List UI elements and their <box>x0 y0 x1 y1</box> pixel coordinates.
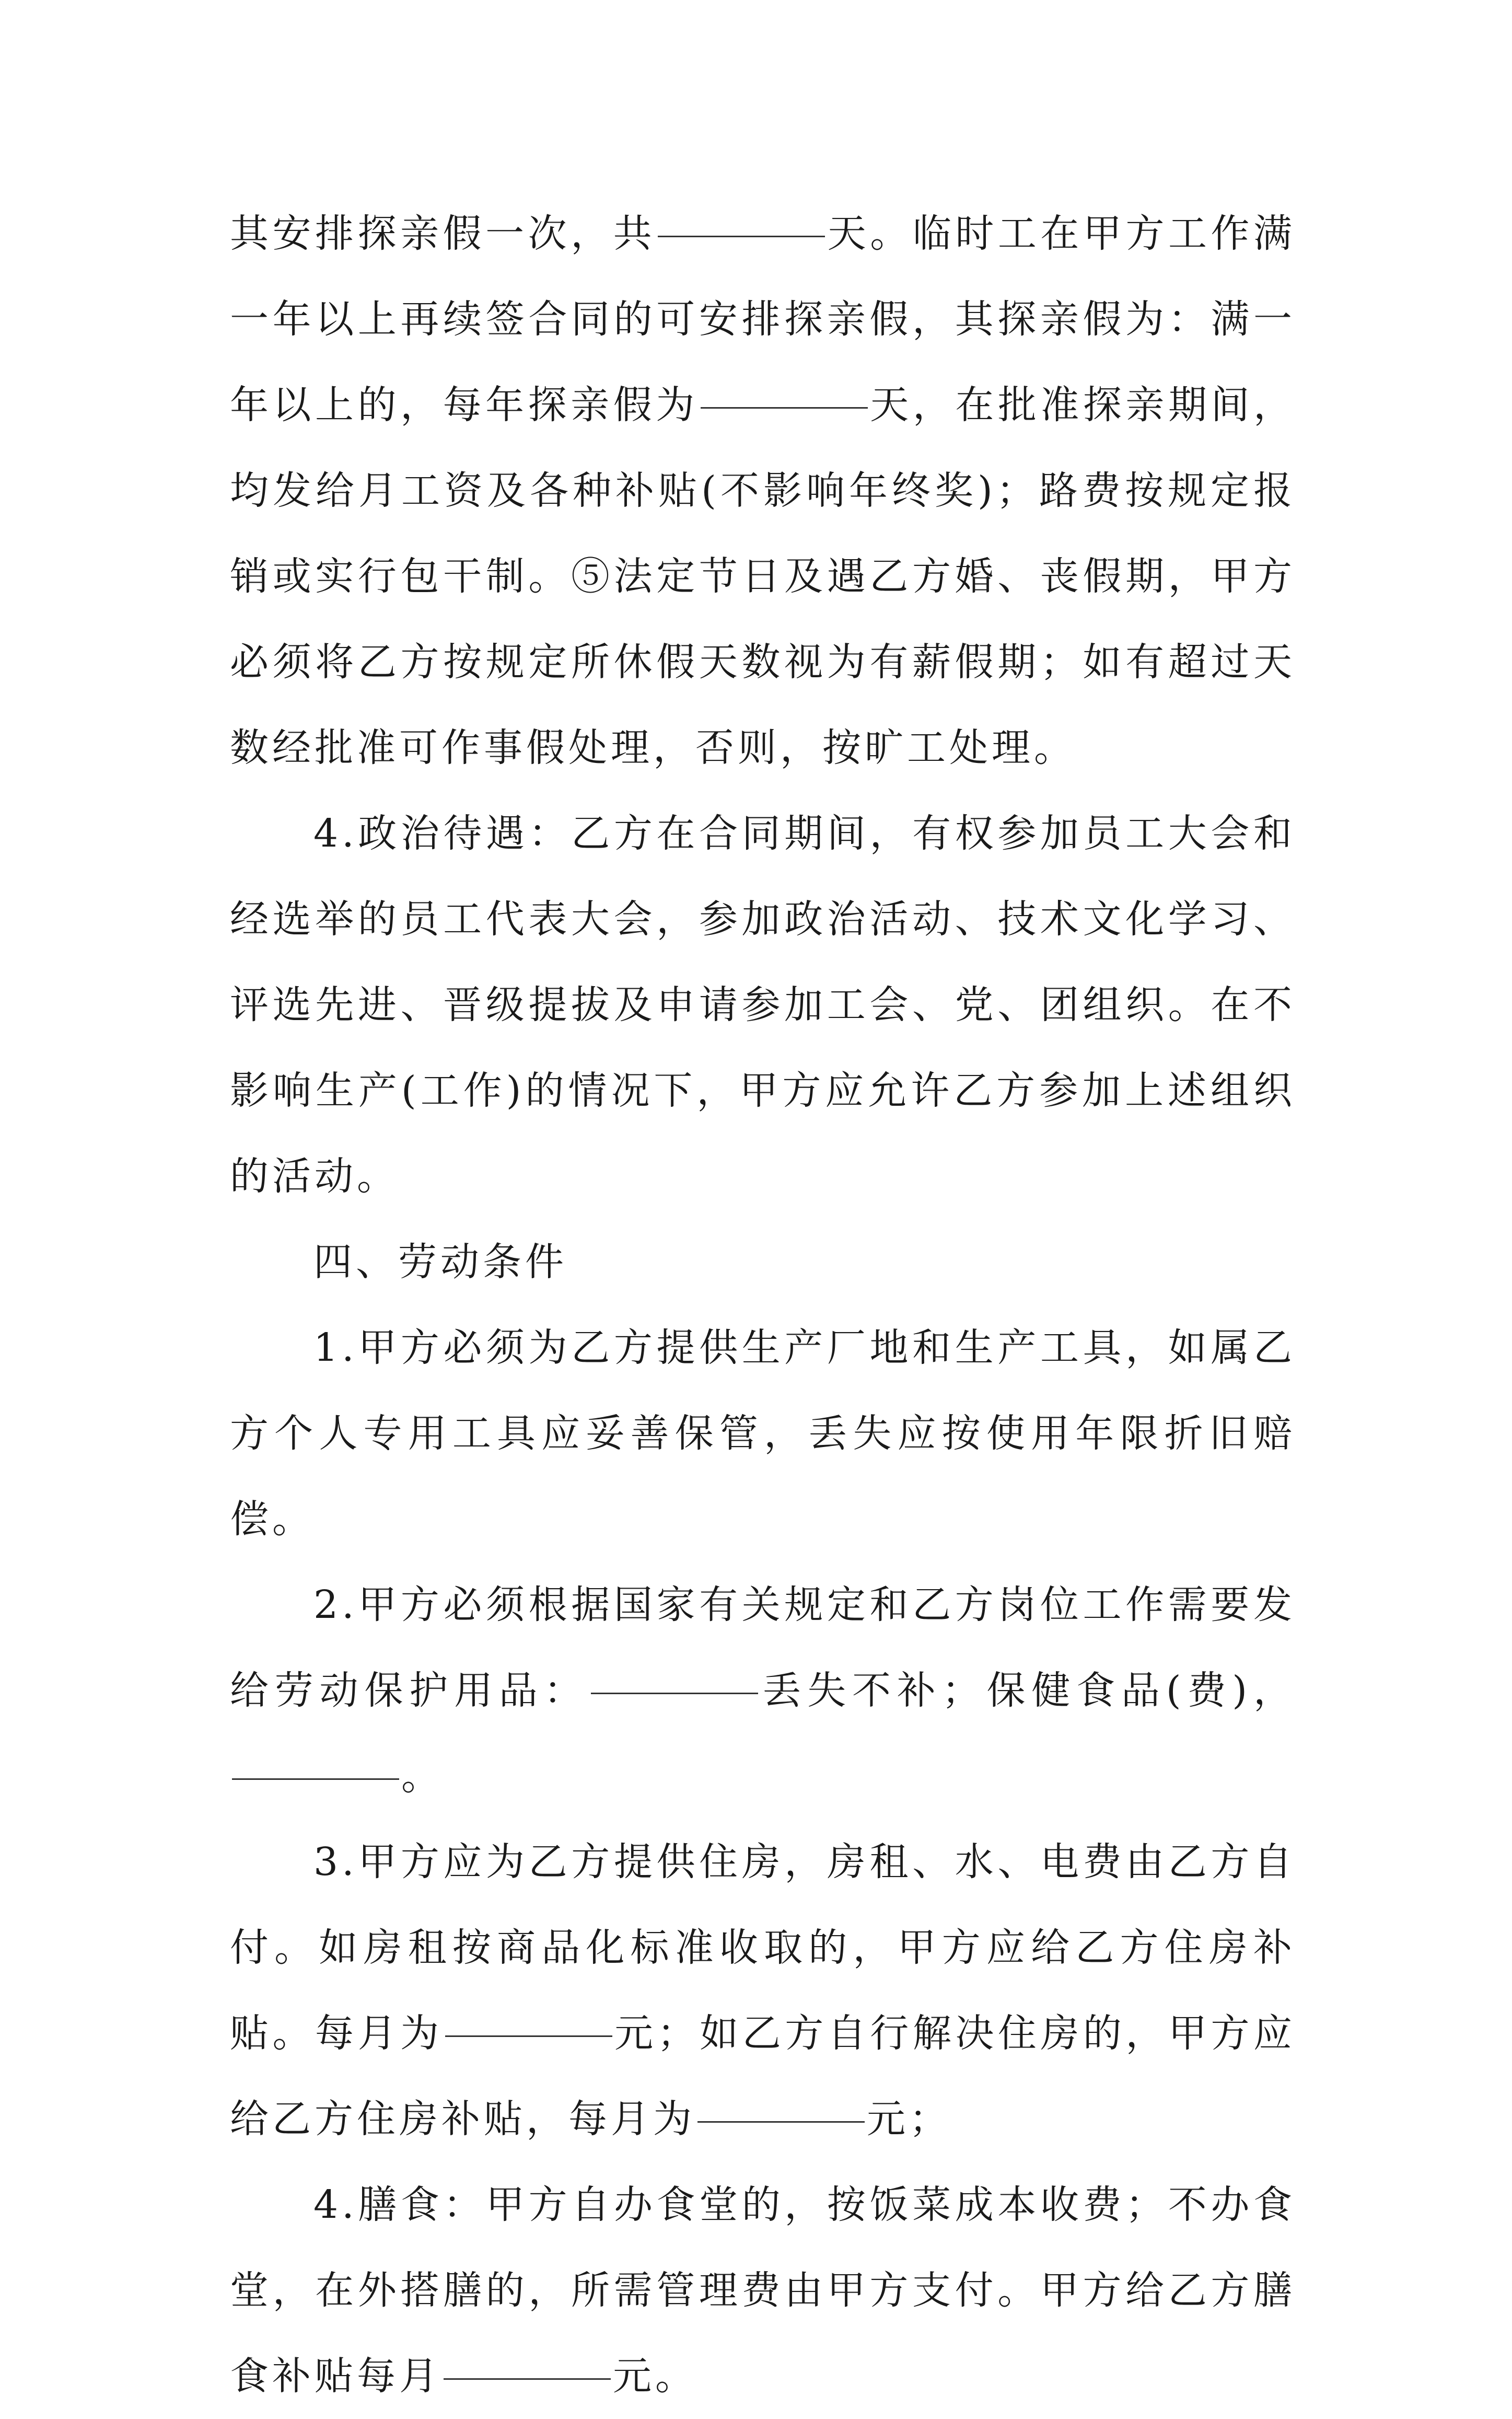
document-page <box>230 191 1296 2419</box>
text-segment: 元。 <box>613 2354 697 2399</box>
text-segment: 其安排探亲假一次，共 <box>230 211 656 256</box>
text-segment: 天，在批准探亲期间，均发给月工资及各种补贴(不影响年终奖)；路费按规定报销或实行包干制。⑤法定节日及遇乙方婚、丧假期，甲方必须将乙方按规定所休假天数视为有薪假期；如有超过天数经批准可作事假处理，否则，按旷工处理。 <box>230 383 1296 770</box>
text-segment: 元； <box>867 2097 951 2142</box>
fill-blank[interactable] <box>444 2378 611 2380</box>
fill-blank[interactable] <box>591 1692 758 1694</box>
section-heading: 四、劳动条件 <box>313 1240 567 1284</box>
text-segment: 3.甲方应为乙方提供住房，房租、水、电费由乙方自付。如房租按商品化标准收取的，甲方应给乙方住房补贴。每月为 <box>230 1839 1296 2056</box>
fill-blank[interactable] <box>701 407 868 409</box>
fill-blank[interactable] <box>445 2035 612 2037</box>
paragraph-housing <box>230 1819 1296 2162</box>
text-segment: 2.甲方必须根据国家有关规定和乙方岗位工作需要发给劳动保护用品： <box>230 1582 1296 1713</box>
paragraph-political-treatment: 4.政治待遇：乙方在合同期间，有权参加员工大会和经选举的员工代表大会，参加政治活动、技术文化学习、评选先进、晋级提拔及申请参加工会、党、团组织。在不影响生产(工作)的情况下，甲方应允许乙方参加上述组织的活动。 <box>230 811 1296 1199</box>
text-segment: 。 <box>401 1754 444 1799</box>
paragraph-work-tools: 1.甲方必须为乙方提供生产厂地和生产工具，如属乙方个人专用工具应妥善保管，丢失应按使用年限折旧赔偿。 <box>230 1325 1296 1542</box>
text-segment: 元；如乙方自行解决住房的，甲方应给乙方住房补贴，每月为 <box>230 2011 1296 2142</box>
paragraph-meals <box>230 2162 1296 2419</box>
text-segment: 4.膳食：甲方自办食堂的，按饭菜成本收费；不办食堂，在外搭膳的，所需管理费由甲方支付。甲方给乙方膳食补贴每月 <box>230 2182 1296 2399</box>
paragraph-leave-policy <box>230 191 1296 791</box>
text-segment: 天。临时工在甲方工作满一年以上再续签合同的可安排探亲假，其探亲假为：满一年以上的，每年探亲假为 <box>230 211 1296 427</box>
fill-blank[interactable] <box>697 2121 865 2123</box>
fill-blank[interactable] <box>658 235 825 237</box>
text-segment: 丢失不补；保健食品(费)， <box>760 1668 1296 1713</box>
paragraph-protective-gear <box>230 1562 1296 1819</box>
fill-blank[interactable] <box>232 1778 399 1780</box>
